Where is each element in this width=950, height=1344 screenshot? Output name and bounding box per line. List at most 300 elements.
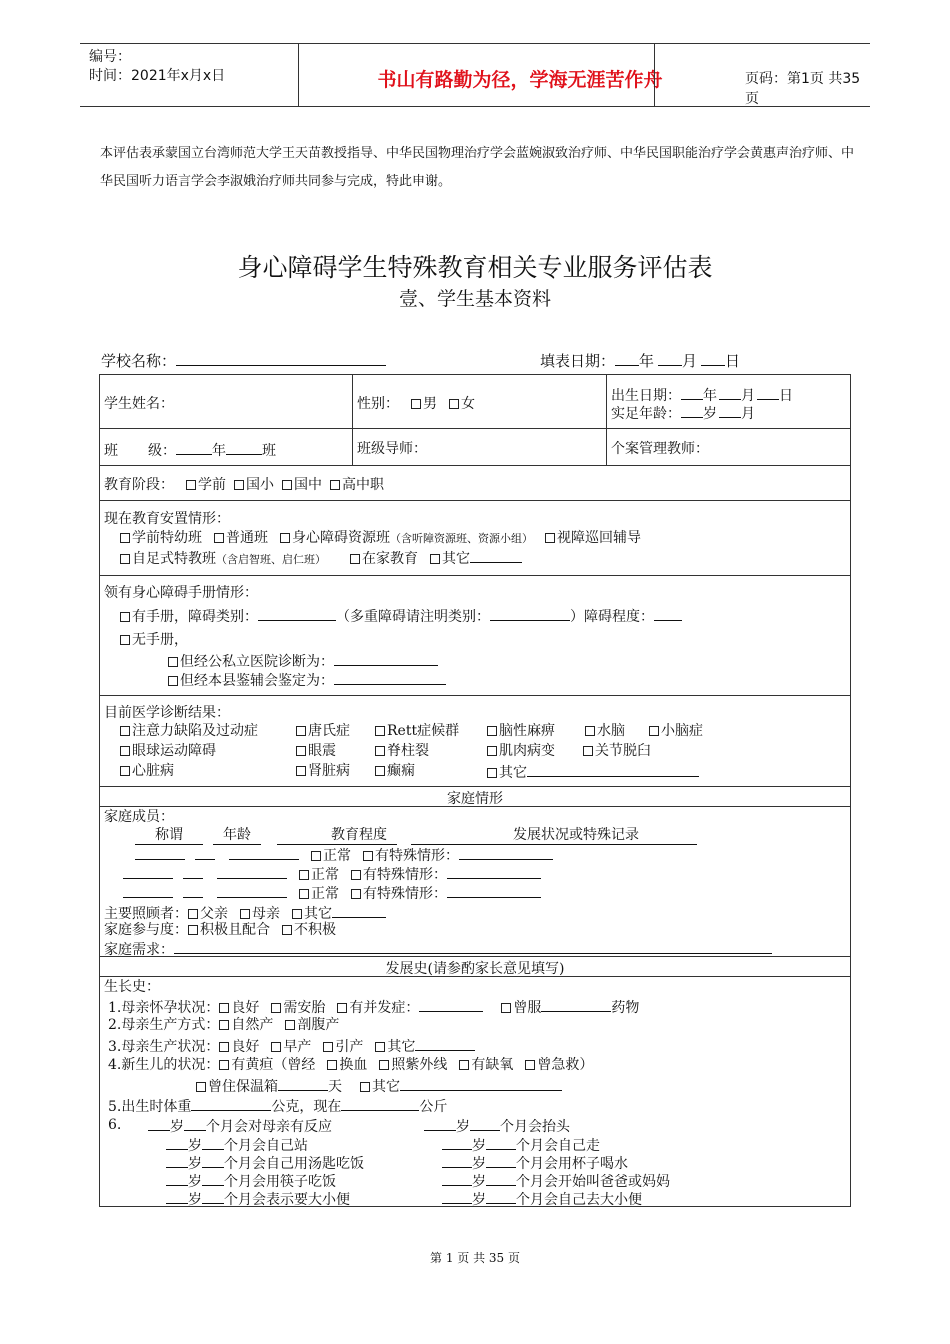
handbook-none-row <box>120 631 188 649</box>
handbook-has-label: 有手册，障碍类别： <box>132 609 258 625</box>
ms-year-unit: 岁 <box>472 1156 486 1172</box>
fill-year-blank[interactable] <box>615 351 639 366</box>
diagnosis-option: 癫痫 <box>387 763 415 779</box>
col-line <box>606 374 607 465</box>
birth-year-unit: 年 <box>703 388 717 404</box>
header-meta <box>89 48 225 86</box>
diagnosis-checkbox[interactable] <box>583 746 593 756</box>
birth-month-blank[interactable] <box>719 385 741 400</box>
family-members-label: 家庭成员： <box>104 809 174 825</box>
ms-month-blank[interactable] <box>486 1189 516 1204</box>
ms-month-unit: 个月会 <box>224 1192 266 1208</box>
delivery-status-checkbox[interactable] <box>271 1042 281 1052</box>
diagnosis-option: 眼震 <box>308 743 336 759</box>
delivery-status-checkbox[interactable] <box>323 1042 333 1052</box>
row-line <box>99 500 851 501</box>
fill-day-blank[interactable] <box>701 351 725 366</box>
placement-other-blank[interactable] <box>470 548 522 563</box>
handbook-has-checkbox[interactable] <box>120 612 130 622</box>
complication-blank[interactable] <box>419 997 483 1012</box>
ms-year-unit: 岁 <box>170 1119 184 1135</box>
milestone <box>442 1135 600 1155</box>
normal-label: 正常 <box>311 867 339 883</box>
diagnosis-option: 脑性麻痹 <box>499 723 555 739</box>
diagnosis-checkbox[interactable] <box>487 768 497 778</box>
diagnosis-checkbox[interactable] <box>375 726 385 736</box>
growth-label: 生长史： <box>104 979 160 995</box>
current-weight-blank[interactable] <box>341 1096 419 1111</box>
class-label-a: 班 <box>104 443 118 459</box>
document-header <box>80 43 870 107</box>
diagnosis-opt <box>585 722 625 740</box>
placement-option: 普通班 <box>226 530 268 546</box>
placement-option: 身心障碍资源班 <box>292 530 390 546</box>
delivery-status-option: 其它 <box>387 1039 416 1055</box>
placement-note: （含听障资源班、资源小组） <box>390 532 533 545</box>
class-label-b: 级： <box>148 443 176 459</box>
diagnosis-option: 脊柱裂 <box>387 743 429 759</box>
caregiver-checkbox[interactable] <box>240 909 250 919</box>
disability-type-blank[interactable] <box>258 606 336 621</box>
placement-row-2 <box>120 548 522 569</box>
ms-month-blank[interactable] <box>470 1116 500 1131</box>
member-age-blank[interactable] <box>183 864 203 879</box>
family-needs-blank[interactable] <box>174 939 772 954</box>
ms-month-unit: 个月会 <box>206 1119 248 1135</box>
ms-month-blank[interactable] <box>486 1153 516 1168</box>
edu-option: 国中 <box>294 477 322 493</box>
edu-stage-row <box>104 476 384 494</box>
fill-month-blank[interactable] <box>658 351 682 366</box>
handbook-multi-label: （多重障碍请注明类别： <box>336 609 490 625</box>
acknowledgement: 本评估表承蒙国立台湾师范大学王天苗教授指导、中华民国物理治疗学会蓝婉淑致治疗师、中华民国职能治疗学会黄惠声治疗师、中华民国听力语言学会李淑娥治疗师共同参与完成，特此申谢。 <box>100 146 855 189</box>
diagnosis-checkbox[interactable] <box>120 746 130 756</box>
row-line <box>99 575 851 576</box>
placement-note: （含启智班、启仁班） <box>216 553 326 566</box>
newborn-other-checkbox[interactable] <box>360 1082 370 1092</box>
edu-senior-checkbox[interactable] <box>330 480 340 490</box>
milestone <box>424 1116 570 1136</box>
male-label: 男 <box>423 396 437 412</box>
birth-date-field[interactable] <box>611 385 793 405</box>
placement-checkbox[interactable] <box>214 533 224 543</box>
ms-age-blank[interactable] <box>148 1116 170 1131</box>
member-title-blank[interactable] <box>123 883 173 898</box>
ms-age-blank[interactable] <box>442 1153 472 1168</box>
edu-junior-checkbox[interactable] <box>282 480 292 490</box>
special-blank[interactable] <box>447 864 541 879</box>
age-year-unit: 岁 <box>703 406 717 422</box>
placement-checkbox[interactable] <box>430 554 440 564</box>
milestone <box>166 1189 350 1209</box>
edu-preschool-checkbox[interactable] <box>186 480 196 490</box>
fill-month-unit: 月 <box>682 352 698 370</box>
ms-month-unit: 个月会 <box>224 1174 266 1190</box>
age-month-unit: 月 <box>741 406 755 422</box>
male-checkbox[interactable] <box>411 399 421 409</box>
female-checkbox[interactable] <box>449 399 459 409</box>
ms-year-unit: 岁 <box>188 1156 202 1172</box>
time-label: 时间：2021年x月x日 <box>89 68 226 84</box>
ms-age-blank[interactable] <box>442 1189 472 1204</box>
incubator-days-unit: 天 <box>328 1079 342 1095</box>
handbook-degree-label: ）障碍程度： <box>570 609 654 625</box>
diagnosis-opt <box>296 722 350 740</box>
special-blank[interactable] <box>447 883 541 898</box>
county-checkbox[interactable] <box>168 676 178 686</box>
special-label: 有特殊情形： <box>363 886 447 902</box>
fill-day-unit: 日 <box>725 352 741 370</box>
member-edu-blank[interactable] <box>217 864 287 879</box>
row-line <box>99 695 851 696</box>
diagnosis-opt <box>487 742 555 760</box>
newborn-row <box>108 1056 593 1074</box>
milestone <box>166 1171 336 1191</box>
diagnosis-option: 肾脏病 <box>308 763 350 779</box>
fill-year-unit: 年 <box>639 352 655 370</box>
diagnosis-checkbox[interactable] <box>296 766 306 776</box>
edu-option: 高中职 <box>342 477 384 493</box>
diagnosis-opt <box>649 722 703 740</box>
newborn-option: 换血 <box>339 1057 368 1073</box>
pregnancy-option: 有并发症： <box>349 1000 420 1016</box>
diagnosis-checkbox[interactable] <box>649 726 659 736</box>
newborn-label: 4.新生儿的状况： <box>108 1057 220 1073</box>
special-checkbox[interactable] <box>363 851 373 861</box>
newborn-checkbox[interactable] <box>379 1060 389 1070</box>
diagnosis-checkbox[interactable] <box>375 746 385 756</box>
diagnosis-checkbox[interactable] <box>296 746 306 756</box>
incubator-row <box>196 1076 562 1096</box>
number-label: 编号： <box>89 49 131 65</box>
delivery-method-option: 自然产 <box>231 1017 274 1033</box>
family-needs-label: 家庭需求： <box>104 942 174 958</box>
diagnosis-checkbox[interactable] <box>296 726 306 736</box>
pregnancy-option: 需安胎 <box>283 1000 326 1016</box>
edu-option: 国小 <box>246 477 274 493</box>
diagnosis-option: 眼球运动障碍 <box>132 743 216 759</box>
ms-label: 自己去大小便 <box>558 1192 642 1208</box>
age-label: 实足年龄： <box>611 406 681 422</box>
age-month-blank[interactable] <box>719 403 741 418</box>
drug-end-label: 药物 <box>611 1000 640 1016</box>
county-blank[interactable] <box>334 670 446 685</box>
class-ban-blank[interactable] <box>226 440 262 455</box>
delivery-status-option: 引产 <box>335 1039 364 1055</box>
handbook-none-label: 无手册， <box>132 632 188 648</box>
placement-option: 自足式特教班 <box>132 551 216 567</box>
case-teacher-field[interactable]: 个案管理教师： <box>611 441 709 457</box>
ms-month-blank[interactable] <box>184 1116 206 1131</box>
degree-blank[interactable] <box>654 606 682 621</box>
ms-year-unit: 岁 <box>188 1192 202 1208</box>
class-ban-unit: 班 <box>262 443 276 459</box>
diagnosis-opt <box>375 762 415 780</box>
diagnosis-option: Rett症候群 <box>387 723 460 739</box>
diagnosis-opt <box>583 742 651 760</box>
diagnosis-checkbox[interactable] <box>585 726 595 736</box>
pregnancy-label: 1.母亲怀孕状况： <box>108 1000 220 1016</box>
form-subtitle: 壹、学生基本资料 <box>398 288 551 310</box>
county-row <box>168 670 446 690</box>
newborn-option: 有黄疸（曾经 <box>231 1057 316 1073</box>
participation-checkbox[interactable] <box>188 925 198 935</box>
motto: 书山有路勤为径，学海无涯苦作舟 <box>377 69 663 91</box>
diagnosis-option: 唐氏症 <box>308 723 350 739</box>
member-title-blank[interactable] <box>135 845 185 860</box>
diagnosis-label: 目前医学诊断结果： <box>104 705 230 721</box>
participation-option: 积极且配合 <box>200 922 270 938</box>
delivery-status-option: 早产 <box>283 1039 312 1055</box>
diagnosis-opt <box>487 762 699 782</box>
diagnosis-checkbox[interactable] <box>120 726 130 736</box>
family-needs-row <box>104 939 772 959</box>
participation-row <box>104 921 336 939</box>
ms-label: 用杯子喝水 <box>558 1156 628 1172</box>
ms-label: 抬头 <box>542 1119 570 1135</box>
ms-month-unit: 个月会 <box>224 1156 266 1172</box>
multi-type-blank[interactable] <box>490 606 570 621</box>
family-row <box>135 845 553 865</box>
col-title: 称谓 <box>135 826 203 845</box>
ms-age-blank[interactable] <box>442 1135 472 1150</box>
col-age: 年龄 <box>213 826 261 845</box>
gender-label: 性别： <box>357 396 399 412</box>
row-line <box>99 465 851 466</box>
age-year-blank[interactable] <box>681 403 703 418</box>
milestone <box>442 1171 670 1191</box>
ms-month-blank[interactable] <box>486 1135 516 1150</box>
normal-label: 正常 <box>323 848 351 864</box>
handbook-none-checkbox[interactable] <box>120 635 130 645</box>
family-row <box>123 864 541 884</box>
diagnosis-option: 肌肉病变 <box>499 743 555 759</box>
pregnancy-checkbox[interactable] <box>271 1003 281 1013</box>
ms-age-blank[interactable] <box>166 1135 188 1150</box>
hospital-blank[interactable] <box>334 651 438 666</box>
birth-month-unit: 月 <box>741 388 755 404</box>
newborn-other-label: 其它 <box>372 1079 400 1095</box>
delivery-status-checkbox[interactable] <box>375 1042 385 1052</box>
special-checkbox[interactable] <box>351 889 361 899</box>
caregiver-other-blank[interactable] <box>332 903 386 918</box>
pregnancy-row <box>108 997 639 1017</box>
ms-month-blank[interactable] <box>486 1171 516 1186</box>
fill-date-label: 填表日期： <box>540 352 616 370</box>
milestone <box>442 1153 628 1173</box>
special-checkbox[interactable] <box>351 870 361 880</box>
diagnosis-checkbox[interactable] <box>487 726 497 736</box>
col-line <box>352 374 353 465</box>
newborn-checkbox[interactable] <box>219 1060 229 1070</box>
normal-checkbox[interactable] <box>299 889 309 899</box>
ms-age-blank[interactable] <box>166 1189 188 1204</box>
ms-label: 自己走 <box>558 1138 600 1154</box>
special-blank[interactable] <box>459 845 553 860</box>
drug-blank[interactable] <box>541 997 611 1012</box>
ms-year-unit: 岁 <box>472 1192 486 1208</box>
ms-month-blank[interactable] <box>202 1171 224 1186</box>
incubator-label: 曾住保温箱 <box>208 1079 278 1095</box>
birth-weight-blank[interactable] <box>191 1096 271 1111</box>
page-code: 页码：第1页 共35页 <box>745 71 861 107</box>
header-divider <box>298 44 299 106</box>
delivery-method-option: 剖腹产 <box>297 1017 340 1033</box>
placement-checkbox[interactable] <box>280 533 290 543</box>
milestone-number: 6. <box>108 1117 122 1133</box>
participation-label: 家庭参与度： <box>104 922 188 938</box>
age-field[interactable] <box>611 403 755 423</box>
caregiver-option: 母亲 <box>252 906 280 922</box>
ms-age-blank[interactable] <box>166 1153 188 1168</box>
incubator-checkbox[interactable] <box>196 1082 206 1092</box>
ms-month-unit: 个月会 <box>516 1174 558 1190</box>
diagnosis-option: 水脑 <box>597 723 625 739</box>
delivery-method-checkbox[interactable] <box>285 1020 295 1030</box>
ms-month-blank[interactable] <box>202 1189 224 1204</box>
ms-month-unit: 个月会 <box>224 1138 266 1154</box>
newborn-option: 照紫外线 <box>391 1057 448 1073</box>
delivery-status-label: 3.母亲生产状况： <box>108 1039 220 1055</box>
diagnosis-other-blank[interactable] <box>527 762 699 777</box>
milestone <box>166 1135 308 1155</box>
class-mentor-field[interactable]: 班级导师： <box>357 441 427 457</box>
birth-weight-row <box>108 1096 447 1116</box>
birth-year-blank[interactable] <box>681 385 703 400</box>
placement-option: 视障巡回辅导 <box>557 530 641 546</box>
edu-elementary-checkbox[interactable] <box>234 480 244 490</box>
ms-year-unit: 岁 <box>472 1138 486 1154</box>
diagnosis-option: 其它 <box>499 765 527 781</box>
school-name-blank[interactable] <box>176 351 386 366</box>
current-weight-unit: 公斤 <box>419 1099 448 1115</box>
student-name-field[interactable]: 学生姓名： <box>104 396 174 412</box>
newborn-checkbox[interactable] <box>459 1060 469 1070</box>
member-age-blank[interactable] <box>195 845 215 860</box>
delivery-other-blank[interactable] <box>415 1036 475 1051</box>
delivery-method-label: 2.母亲生产方式： <box>108 1017 220 1033</box>
member-title-blank[interactable] <box>123 864 173 879</box>
drug-checkbox[interactable] <box>501 1003 511 1013</box>
incubator-days-blank[interactable] <box>278 1076 328 1091</box>
row-line <box>99 428 851 429</box>
handbook-label: 领有身心障碍手册情形： <box>104 585 258 601</box>
family-columns <box>135 826 697 845</box>
birth-weight-label: 5.出生时体重 <box>108 1099 192 1115</box>
caregiver-checkbox[interactable] <box>188 909 198 919</box>
development-section-header: 发展史(请参酌家长意见填写) <box>385 961 565 977</box>
member-edu-blank[interactable] <box>217 883 287 898</box>
ms-age-blank[interactable] <box>166 1171 188 1186</box>
gender-field <box>357 395 475 413</box>
ms-label: 对母亲有反应 <box>248 1119 332 1135</box>
diagnosis-option: 小脑症 <box>661 723 703 739</box>
diagnosis-opt <box>375 722 459 740</box>
edu-stage-label: 教育阶段： <box>104 477 174 493</box>
ms-month-unit: 个月会 <box>516 1192 558 1208</box>
hospital-checkbox[interactable] <box>168 657 178 667</box>
header-divider <box>654 44 655 106</box>
form-title: 身心障碍学生特殊教育相关专业服务评估表 <box>237 253 713 282</box>
newborn-option: 曾急救） <box>537 1057 594 1073</box>
placement-checkbox[interactable] <box>120 554 130 564</box>
pregnancy-option: 良好 <box>231 1000 260 1016</box>
diagnosis-opt <box>375 742 429 760</box>
ms-label: 用筷子吃饭 <box>266 1174 336 1190</box>
ms-year-unit: 岁 <box>188 1138 202 1154</box>
delivery-method-row <box>108 1016 339 1034</box>
fill-date-field[interactable] <box>540 351 740 370</box>
ms-month-blank[interactable] <box>202 1153 224 1168</box>
milestone <box>442 1189 642 1209</box>
birth-day-blank[interactable] <box>757 385 779 400</box>
school-name-field[interactable] <box>101 351 386 370</box>
diagnosis-checkbox[interactable] <box>487 746 497 756</box>
diagnosis-option: 关节脱臼 <box>595 743 651 759</box>
class-field[interactable] <box>104 440 276 460</box>
placement-checkbox[interactable] <box>545 533 555 543</box>
placement-checkbox[interactable] <box>120 533 130 543</box>
special-label: 有特殊情形： <box>375 848 459 864</box>
placement-row-1 <box>120 529 641 548</box>
handbook-has-row <box>120 606 682 626</box>
ms-month-blank[interactable] <box>202 1135 224 1150</box>
member-age-blank[interactable] <box>183 883 203 898</box>
drug-label: 曾服 <box>513 1000 542 1016</box>
diagnosis-opt <box>120 762 174 780</box>
diagnosis-opt <box>120 722 258 740</box>
delivery-status-option: 良好 <box>231 1039 260 1055</box>
caregiver-checkbox[interactable] <box>292 909 302 919</box>
school-name-label: 学校名称： <box>101 352 177 370</box>
placement-option: 学前特幼班 <box>132 530 202 546</box>
member-edu-blank[interactable] <box>229 845 299 860</box>
diagnosis-checkbox[interactable] <box>375 766 385 776</box>
diagnosis-opt <box>120 742 216 760</box>
diagnosis-opt <box>296 762 350 780</box>
hospital-row <box>168 651 438 671</box>
ms-year-unit: 岁 <box>456 1119 470 1135</box>
milestone <box>166 1153 364 1173</box>
delivery-status-row <box>108 1036 475 1056</box>
caregiver-label: 主要照顾者： <box>104 906 188 922</box>
family-section-header: 家庭情形 <box>447 791 503 807</box>
diagnosis-opt <box>487 722 555 740</box>
ms-age-blank[interactable] <box>424 1116 456 1131</box>
normal-checkbox[interactable] <box>299 870 309 880</box>
col-edu: 教育程度 <box>277 826 397 845</box>
newborn-checkbox[interactable] <box>525 1060 535 1070</box>
current-weight-label: 公克，现在 <box>271 1099 342 1115</box>
ms-age-blank[interactable] <box>442 1171 472 1186</box>
diagnosis-checkbox[interactable] <box>120 766 130 776</box>
pregnancy-checkbox[interactable] <box>337 1003 347 1013</box>
class-year-blank[interactable] <box>176 440 212 455</box>
diagnosis-option: 注意力缺陷及过动症 <box>132 723 258 739</box>
normal-checkbox[interactable] <box>311 851 321 861</box>
caregiver-option: 父亲 <box>200 906 228 922</box>
newborn-checkbox[interactable] <box>327 1060 337 1070</box>
delivery-status-checkbox[interactable] <box>219 1042 229 1052</box>
newborn-option: 有缺氧 <box>471 1057 514 1073</box>
placement-checkbox[interactable] <box>350 554 360 564</box>
delivery-method-checkbox[interactable] <box>219 1020 229 1030</box>
ms-label: 自己用汤匙吃饭 <box>266 1156 364 1172</box>
newborn-other-blank[interactable] <box>400 1076 562 1091</box>
pregnancy-checkbox[interactable] <box>219 1003 229 1013</box>
participation-checkbox[interactable] <box>282 925 292 935</box>
ms-year-unit: 岁 <box>188 1174 202 1190</box>
